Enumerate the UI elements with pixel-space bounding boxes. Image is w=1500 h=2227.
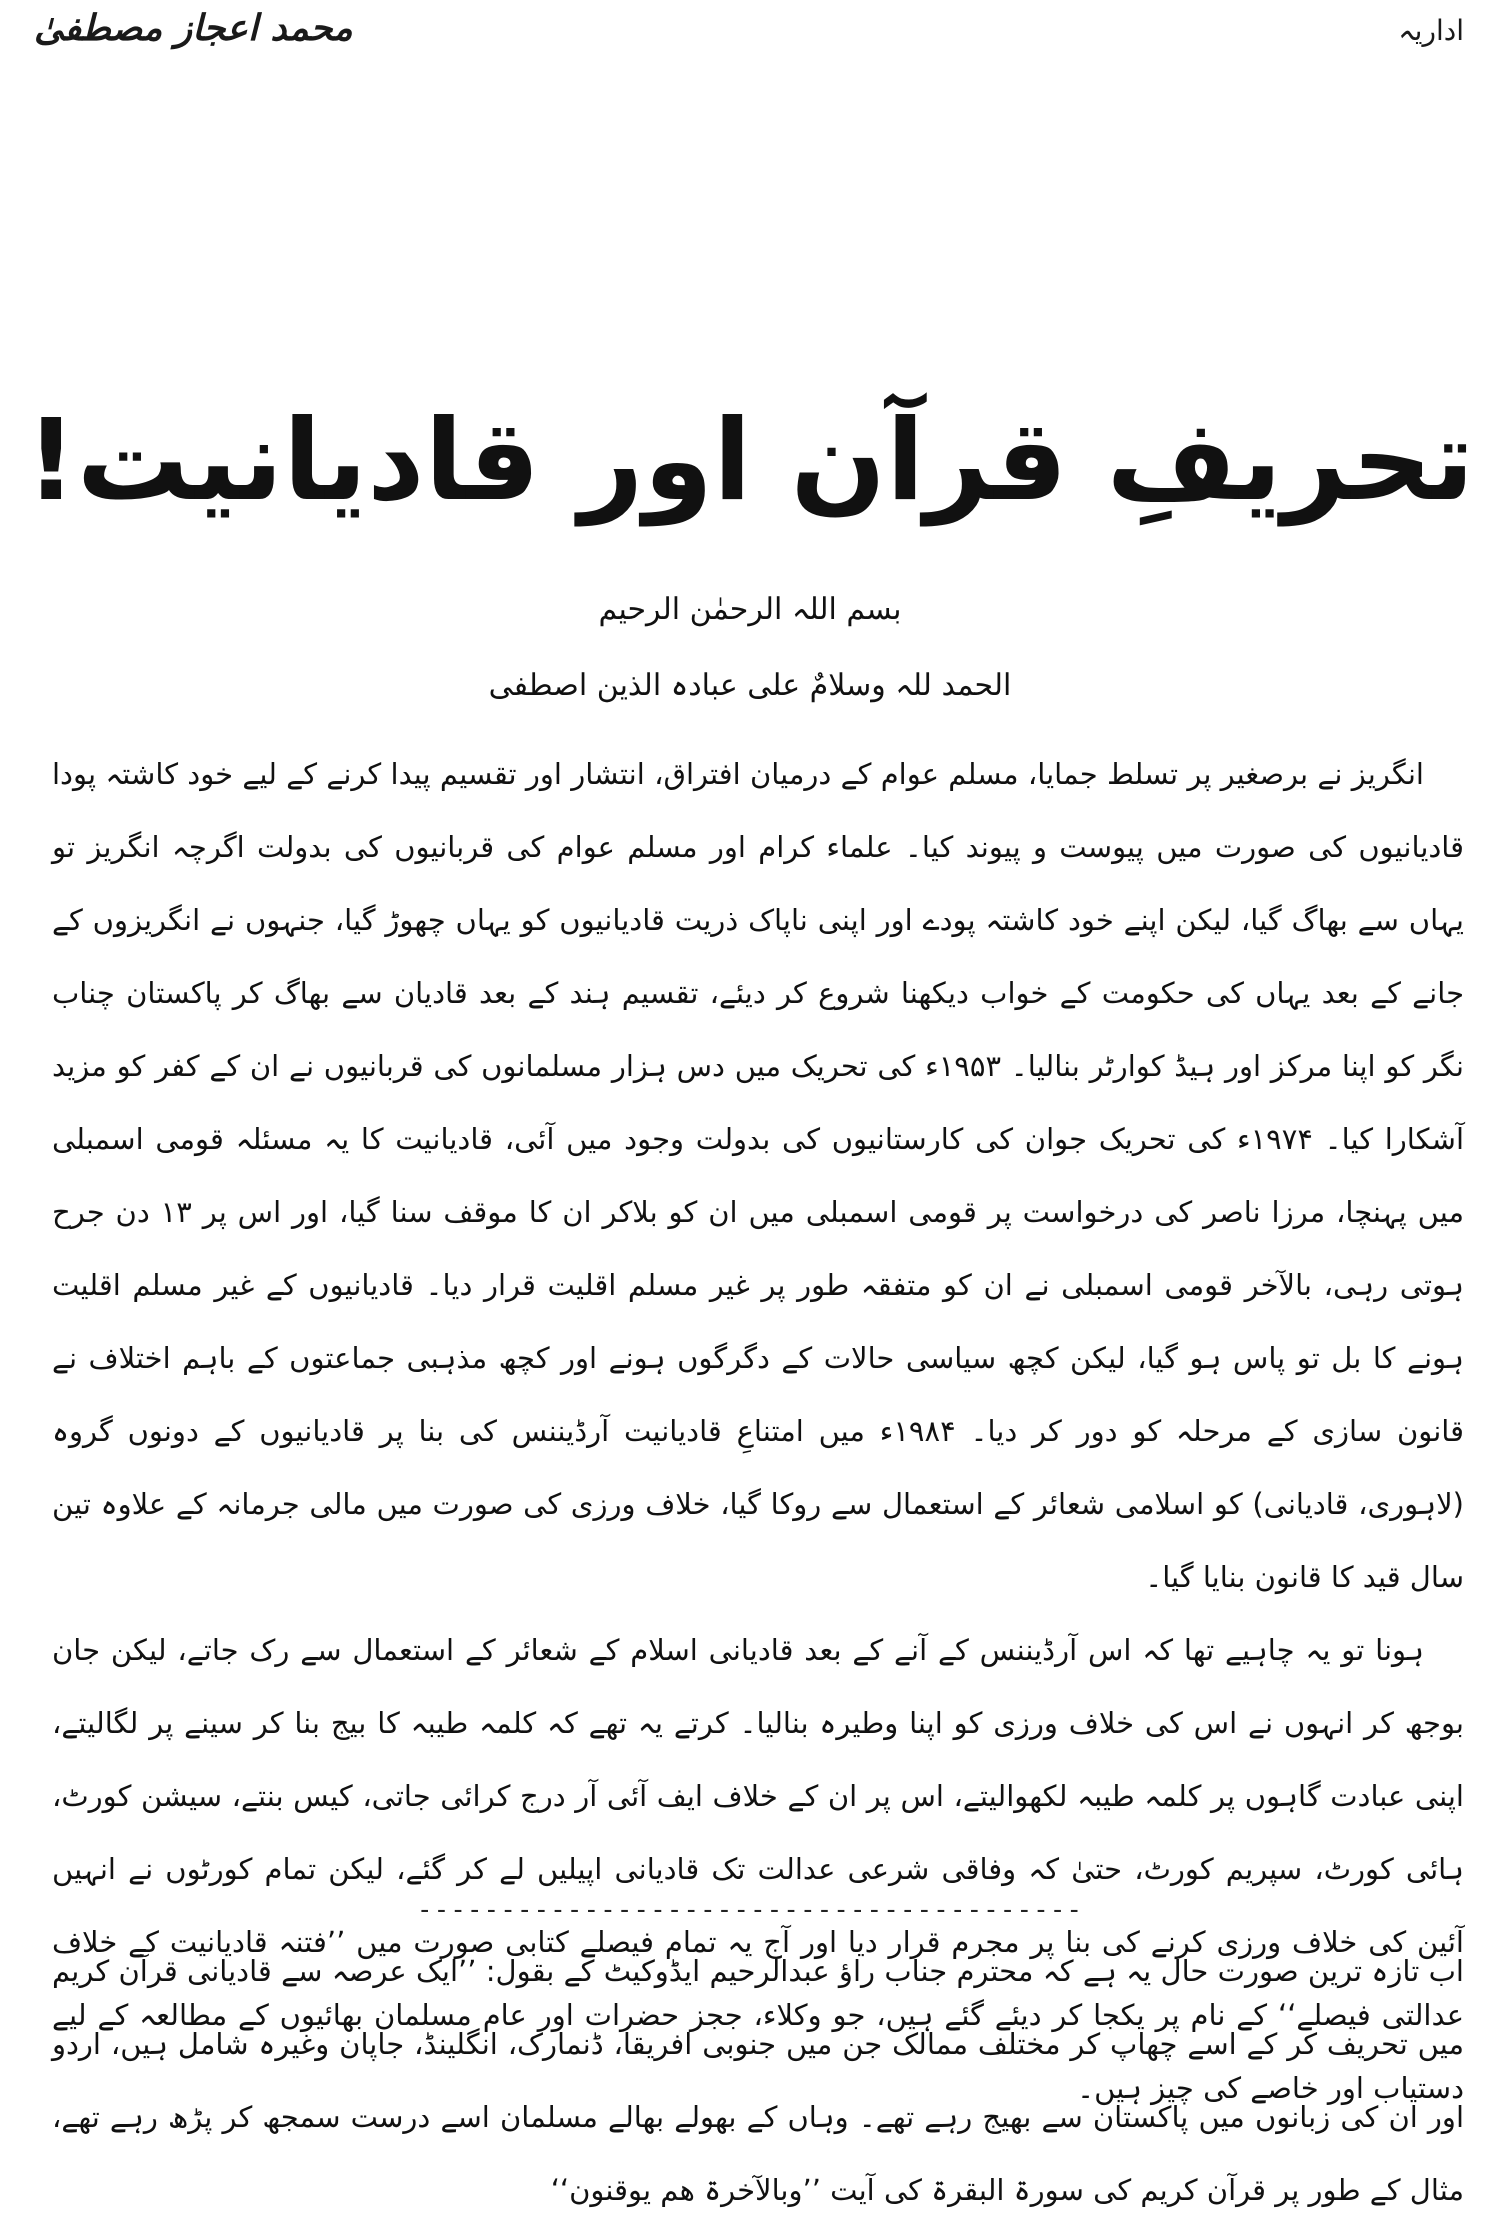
section-label: اداریہ xyxy=(1398,14,1464,47)
hamd-line: الحمد للہ وسلامٌ علی عبادہ الذین اصطفی xyxy=(488,668,1012,703)
article-title: تحریفِ قرآن اور قادیانیت! xyxy=(25,396,1475,526)
bismillah-line: بسم اللہ الرحمٰن الرحیم xyxy=(598,592,902,627)
section-divider: ---------------------------------------- xyxy=(416,1895,1084,1925)
article-body-continued xyxy=(52,1935,1464,2227)
author-name: محمد اعجاز مصطفیٰ xyxy=(34,8,353,49)
paragraph: اب تازہ ترین صورت حال یہ ہے کہ محترم جناب راؤ عبدالرحیم ایڈوکیٹ کے بقول: ’’ایک عرصہ سے قادیانی قرآن کریم میں تحریف کر کے اسے چھاپ کر مختلف ممالک جن میں جنوبی افریقا، ڈنمارک، انگلینڈ، جاپان وغیرہ شامل ہیں، اردو اور ان کی زبانوں میں پاکستان سے بھیج رہے تھے۔ وہاں کے بھولے بھالے مسلمان اسے درست سمجھ کر پڑھ رہے تھے، مثال کے طور پر قرآن کریم کی سورۃ البقرۃ کی آیت ’’وبالآخرۃ ھم یوقنون‘‘ xyxy=(52,1954,1464,2207)
paragraph: انگریز نے برصغیر پر تسلط جمایا، مسلم عوام کے درمیان افتراق، انتشار اور تقسیم پیدا کرنے کے لیے خود کاشتہ پودا قادیانیوں کی صورت میں پیوست و پیوند کیا۔ علماء کرام اور مسلم عوام کی قربانیوں کی بدولت اگرچہ انگریز تو یہاں سے بھاگ گیا، لیکن اپنے خود کاشتہ پودے اور اپنی ناپاک ذریت قادیانیوں کو یہاں چھوڑ گیا، جنہوں نے انگریزوں کے جانے کے بعد یہاں کی حکومت کے خواب دیکھنا شروع کر دیئے، تقسیم ہند کے بعد قادیان سے بھاگ کر پاکستان چناب نگر کو اپنا مرکز اور ہیڈ کوارٹر بنالیا۔ ۱۹۵۳ء کی تحریک میں دس ہزار مسلمانوں کی قربانیوں نے ان کے کفر کو مزید آشکارا کیا۔ ۱۹۷۴ء کی تحریک جوان کی کارستانیوں کی بدولت وجود میں آئی، قادیانیت کا یہ مسئلہ قومی اسمبلی میں پہنچا، مرزا ناصر کی درخواست پر قومی اسمبلی میں ان کو بلاکر ان کا موقف سنا گیا، اور اس پر ۱۳ دن جرح ہوتی رہی، بالآخر قومی اسمبلی نے ان کو متفقہ طور پر غیر مسلم اقلیت قرار دیا۔ قادیانیوں کے غیر مسلم اقلیت ہونے کا بل تو پاس ہو گیا، لیکن کچھ سیاسی حالات کے دگرگوں ہونے اور کچھ مذہبی جماعتوں کے باہم اختلاف نے قانون سازی کے مرحلہ کو دور کر دیا۔ ۱۹۸۴ء میں امتناعِ قادیانیت آرڈیننس کی بنا پر قادیانیوں کے دونوں گروہ (لاہوری، قادیانی) کو اسلامی شعائر کے استعمال سے روکا گیا، خلاف ورزی کی صورت میں مالی جرمانہ کے علاوہ تین سال قید کا قانون بنایا گیا۔ xyxy=(52,757,1465,1594)
paragraph: ہونا تو یہ چاہیے تھا کہ اس آرڈیننس کے آنے کے بعد قادیانی اسلام کے شعائر کے استعمال سے رک جاتے، لیکن جان بوجھ کر انہوں نے اس کی خلاف ورزی کو اپنا وطیرہ بنالیا۔ کرتے یہ تھے کہ کلمہ طیبہ کا بیج بنا کر سینے پر لگالیتے، اپنی عبادت گاہوں پر کلمہ طیبہ لکھوالیتے، اس پر ان کے خلاف ایف آئی آر درج کرائی جاتی، کیس بنتے، سیشن کورٹ، ہائی کورٹ، سپریم کورٹ، حتیٰ کہ وفاقی شرعی عدالت تک قادیانی اپیلیں لے کر گئے، لیکن تمام کورٹوں نے انہیں آئین کی خلاف ورزی کرنے کی بنا پر مجرم قرار دیا اور آج یہ تمام فیصلے کتابی صورت میں ’’فتنہ قادیانیت کے خلاف عدالتی فیصلے‘‘ کے نام پر یکجا کر دیئے گئے ہیں، جو وکلاء، ججز حضرات اور عام مسلمان بھائیوں کے مطالعہ کے لیے دستیاب اور خاصے کی چیز ہیں۔ xyxy=(52,1633,1464,2105)
